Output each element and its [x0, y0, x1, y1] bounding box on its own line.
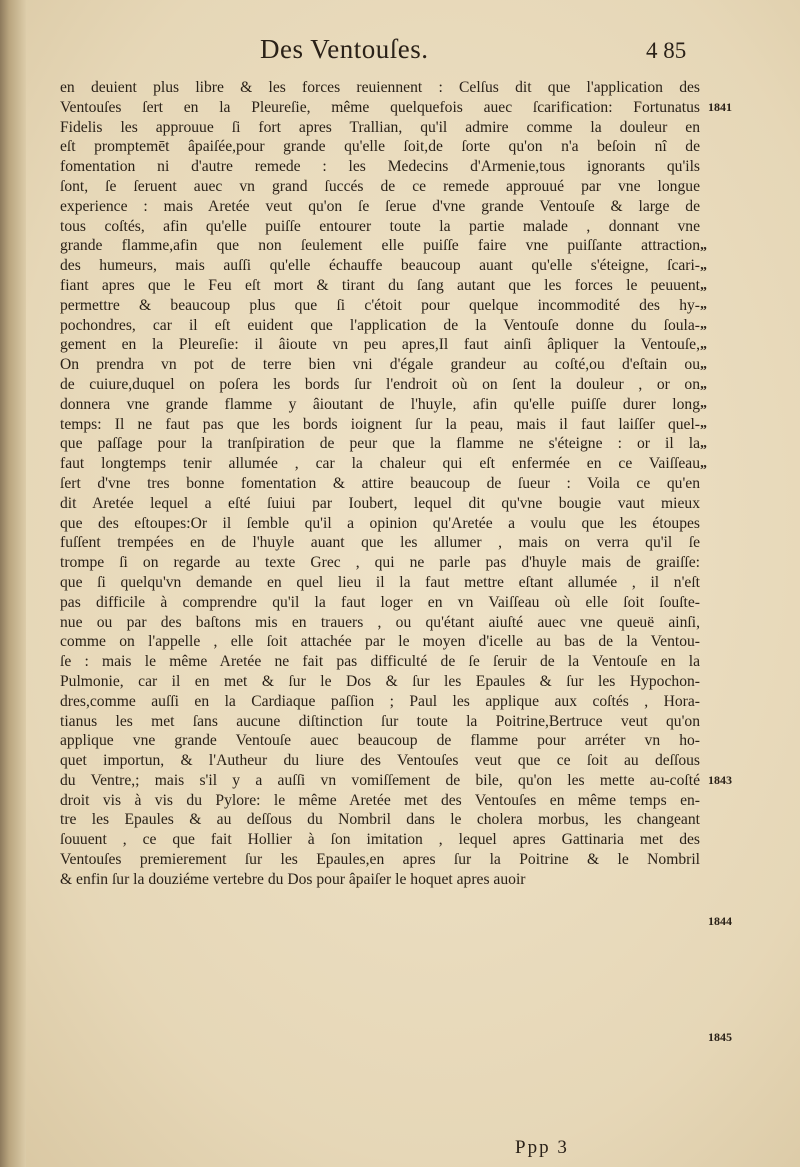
text-line: & enfin ſur la douziéme vertebre du Dos pour âpaiſer le hoquet apres auoir — [60, 870, 526, 888]
text-line: Ventouſes premierement ſur les Epaules,en apres ſur la Poitrine & le Nombril — [60, 851, 700, 869]
text-line: comme on l'appelle , elle ſoit attachée par le moyen d'icelle au bas de la Ventou- — [60, 633, 700, 651]
text-line: pochondres, car il eſt euident que l'application de la Ventouſe donne du ſoula- — [60, 316, 700, 334]
text-line: dit Aretée lequel a eſté ſuiui par Ioubert, lequel dit qu'vne bougie vaut mieux — [60, 494, 700, 512]
text-line: temps: Il ne faut pas que les bords ioignent ſur la peau, mais il faut laiſſer quel- — [60, 415, 700, 433]
margin-note-year: 1843 — [708, 773, 732, 787]
text-line: tre les Epaules & au deſſous du Nombril dans le cholera morbus, les changeant — [60, 811, 700, 829]
text-line: tianus les met ſans aucune diſtinction ſur toute la Poitrine,Bertruce veut qu'on — [60, 712, 700, 730]
text-line: eſt promptemēt âpaiſée,pour grande qu'elle ſoit,de ſorte qu'on n'a beſoin nî de — [60, 138, 700, 156]
quotation-mark: „ — [700, 416, 707, 432]
signature-mark: Ppp 3 — [515, 1137, 569, 1158]
text-line: trompe ſi on regarde au texte Grec , qui ne parle pas d'huyle mais de graiſſe: — [60, 554, 700, 572]
text-line: pas difficile à comprendre qu'il la faut loger en vn Vaiſſeau où elle ſoit ſouſte- — [60, 593, 700, 611]
text-line: fuſſent trempées en de l'huyle auant que les allumer , mais on verra qu'il ſe — [60, 534, 700, 552]
text-line: On prendra vn pot de terre bien vni d'égale grandeur au coſté,ou d'eſtain ou — [60, 356, 700, 374]
text-line: quet importun, & l'Autheur du liure des Ventouſes veut que ce ſoit au deſſous — [60, 752, 700, 770]
text-line: en deuient plus libre & les forces reuiennent : Celſus dit que l'application des — [60, 79, 700, 96]
quotation-mark: „ — [700, 297, 707, 313]
quotation-mark: „ — [700, 356, 707, 372]
quotation-mark: „ — [700, 455, 707, 471]
text-line: du Ventre,; mais s'il y a auſſi vn vomiſſement de bile, qu'on les mette au-coſté — [60, 771, 700, 789]
quotation-mark: „ — [700, 317, 707, 333]
text-line: Fidelis les approuue ſi fort apres Trallian, qu'il admire comme la douleur en — [60, 118, 700, 136]
text-line: permettre & beaucoup plus que ſi c'étoit pour quelque incommodité des hy- — [60, 296, 700, 314]
quotation-mark: „ — [700, 435, 707, 451]
text-line: nue ou par des baſtons mis en trauers , ou qu'étant aiuſté auec vne queuë ainſi, — [60, 613, 700, 631]
body-text — [60, 78, 700, 890]
text-line: ſont, ſe ſeruent auec vn grand ſuccés de ce remede approuué par vne longue — [60, 177, 700, 195]
text-line: fiant apres que le Feu eſt mort & tirant du ſang autant que les forces le peuuent — [60, 276, 700, 294]
text-line: que paſſage pour la tranſpiration de peur que la flamme ne s'éteigne : or il la — [60, 435, 700, 453]
text-line: applique vne grande Ventouſe auec beaucoup de flamme pour arréter vn ho- — [60, 732, 700, 750]
text-line: ſe : mais le même Aretée ne fait pas difficulté de ſe ſeruir de la Ventouſe en la — [60, 653, 700, 671]
text-line: que des eſtoupes:Or il ſemble qu'il a opinion qu'Aretée a voulu que les étoupes — [60, 514, 700, 532]
text-line: ſert d'vne tres bonne fomentation & attire beaucoup de ſueur : Voila ce qu'en — [60, 474, 700, 492]
text-line: dres,comme auſſi en la Cardiaque paſſion ; Paul les applique aux coſtés , Hora- — [60, 692, 700, 710]
quotation-mark: „ — [700, 277, 707, 293]
text-line: fomentation ni d'autre remede : les Medecins d'Armenie,tous ignorants qu'ils — [60, 158, 700, 176]
text-line: gement en la Pleureſie: il âioute vn peu apres,Il faut ainſi âpliquer la Ventouſe, — [60, 336, 700, 354]
quotation-mark: „ — [700, 238, 707, 253]
quotation-mark: „ — [700, 376, 707, 392]
page-header — [60, 34, 760, 68]
text-line: faut longtemps tenir allumée , car la chaleur qui eſt enfermée en ce Vaiſſeau — [60, 455, 700, 473]
page-number: 4 85 — [646, 38, 687, 63]
text-line: tous coſtés, afin qu'elle puiſſe entourer toute la partie malade , donnant vne — [60, 217, 700, 235]
text-line: Pulmonie, car il en met & ſur le Dos & ſur les Epaules & ſur les Hypochon- — [60, 672, 700, 690]
text-line: donnera vne grande flamme y âioutant de l'huyle, afin qu'elle puiſſe durer long — [60, 395, 700, 413]
margin-note-year: 1844 — [708, 914, 732, 928]
page-gutter — [0, 0, 26, 1167]
quotation-mark: „ — [700, 336, 707, 352]
text-line: des humeurs, mais auſſi qu'elle échauffe beaucoup auant qu'elle s'éteigne, ſcari- — [60, 257, 700, 275]
text-line: experience : mais Aretée veut qu'on ſe ſerue d'vne grande Ventouſe & large de — [60, 197, 700, 215]
quotation-mark: „ — [700, 396, 707, 412]
running-head: Des Ventouſes. — [260, 34, 429, 64]
text-line: Ventouſes ſert en la Pleureſie, même quelquefois auec ſcarification: Fortunatus — [60, 98, 700, 116]
text-line: que ſi quelqu'vn demande en quel lieu il la faut mettre eſtant allumée , il n'eſt — [60, 573, 700, 591]
text-line: grande flamme,afin que non ſeulement elle puiſſe faire vne puiſſante attraction — [60, 237, 700, 255]
text-line: droit vis à vis du Pylore: le même Aretée met des Ventouſes en même temps en- — [60, 791, 700, 809]
margin-note-year: 1841 — [708, 100, 732, 114]
margin-note-year: 1845 — [708, 1030, 732, 1044]
text-line: ſouuent , ce que fait Hollier à ſon imitation , lequel apres Gattinaria met des — [60, 831, 700, 849]
quotation-marks-column — [700, 236, 730, 474]
quotation-mark: „ — [700, 257, 707, 273]
text-line: de cuiure,duquel on poſera les bords ſur l'endroit où on ſent la douleur , or on — [60, 375, 700, 393]
